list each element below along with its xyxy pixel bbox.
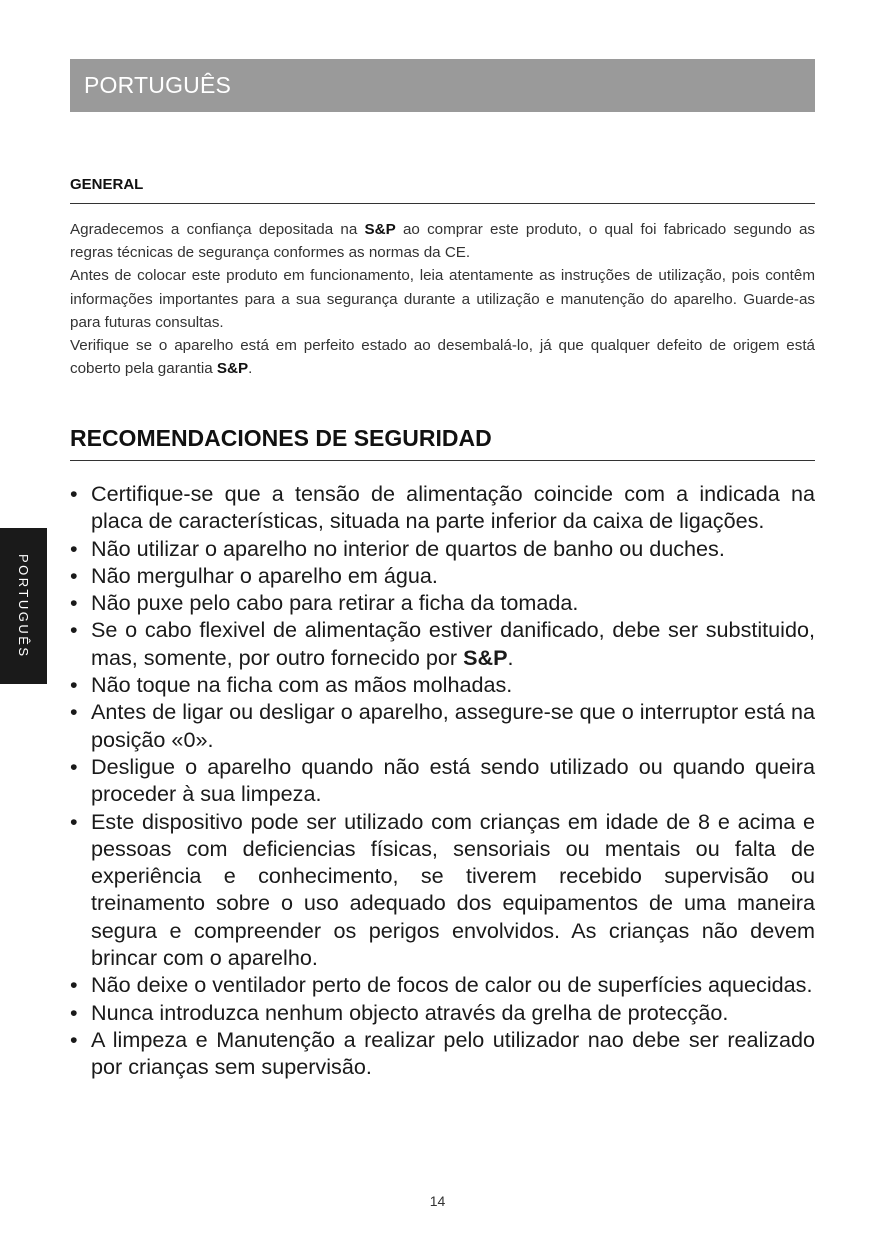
safety-item: • Não toque na ficha com as mãos molhadas. — [70, 671, 815, 698]
safety-item: • Não utilizar o aparelho no interior de quartos de banho ou duches. — [70, 535, 815, 562]
intro-text: Verifique se o aparelho está em perfeito estado ao desembalá-lo, já que qualquer defeito de origem está coberto pela garantia — [70, 337, 815, 378]
safety-item — [70, 616, 815, 671]
intro-paragraph-thanks — [70, 218, 815, 264]
safety-item: • Certifique-se que a tensão de alimentação coincide com a indicada na placa de características, situada na parte inferior da caixa de ligações. — [70, 480, 815, 535]
intro-paragraph-instructions: Antes de colocar este produto em funcionamento, leia atentamente as instruções de utilização, pois contêm informações importantes para a sua segurança durante a utilização e manutenção do aparelho. Guarde-as para futuras consultas. — [70, 267, 815, 331]
intro-paragraph-warranty — [70, 334, 815, 380]
safety-item: • Não mergulhar o aparelho em água. — [70, 562, 815, 589]
safety-section-title: RECOMENDACIONES DE SEGURIDAD — [70, 424, 815, 461]
safety-item: • Desligue o aparelho quando não está sendo utilizado ou quando queira proceder à sua limpeza. — [70, 753, 815, 808]
language-header-banner — [70, 59, 815, 112]
language-header-title: PORTUGUÊS — [84, 72, 232, 98]
safety-item-text: . — [507, 644, 514, 670]
brand-name: S&P — [216, 360, 249, 378]
side-tab-label: PORTUGUÊS — [16, 553, 31, 659]
page-number: 14 — [429, 1193, 446, 1209]
safety-item-text: Se o cabo flexivel de alimentação estiver danificado, debe ser substituido, mas, somente, por outro fornecido por — [91, 617, 815, 670]
safety-item: • Não puxe pelo cabo para retirar a ficha da tomada. — [70, 589, 815, 616]
safety-item: • A limpeza e Manutenção a realizar pelo utilizador nao debe ser realizado por crianças sem supervisão. — [70, 1026, 815, 1081]
safety-item: • Não deixe o ventilador perto de focos de calor ou de superfícies aquecidas. — [70, 971, 815, 998]
brand-name: S&P — [463, 644, 508, 670]
brand-name: S&P — [364, 221, 396, 238]
general-section-title: GENERAL — [70, 175, 815, 204]
intro-text: ao comprar este produto, o qual foi fabricado segundo as regras técnicas de segurança conformes as normas da CE. — [70, 221, 815, 262]
safety-item: • Este dispositivo pode ser utilizado com crianças em idade de 8 e acima e pessoas com deficiencias físicas, sensoriais ou mentais ou falta de experiência e conhecimento, se tiverem recebido supervisão ou treinamento sobre o uso adequado dos equipamentos de uma maneira segura e compreender os perigos envolvidos. As crianças não devem brincar com o aparelho. — [70, 808, 815, 972]
intro-text: Agradecemos a confiança depositada na — [70, 221, 365, 238]
safety-item: • Nunca introduzca nenhum objecto através da grelha de protecção. — [70, 999, 815, 1026]
intro-text: . — [248, 360, 253, 378]
safety-item: • Antes de ligar ou desligar o aparelho, assegure-se que o interruptor está na posição «0». — [70, 698, 815, 753]
safety-recommendations-list — [70, 480, 815, 1081]
language-side-tab — [0, 528, 47, 684]
general-intro-text — [70, 218, 815, 380]
